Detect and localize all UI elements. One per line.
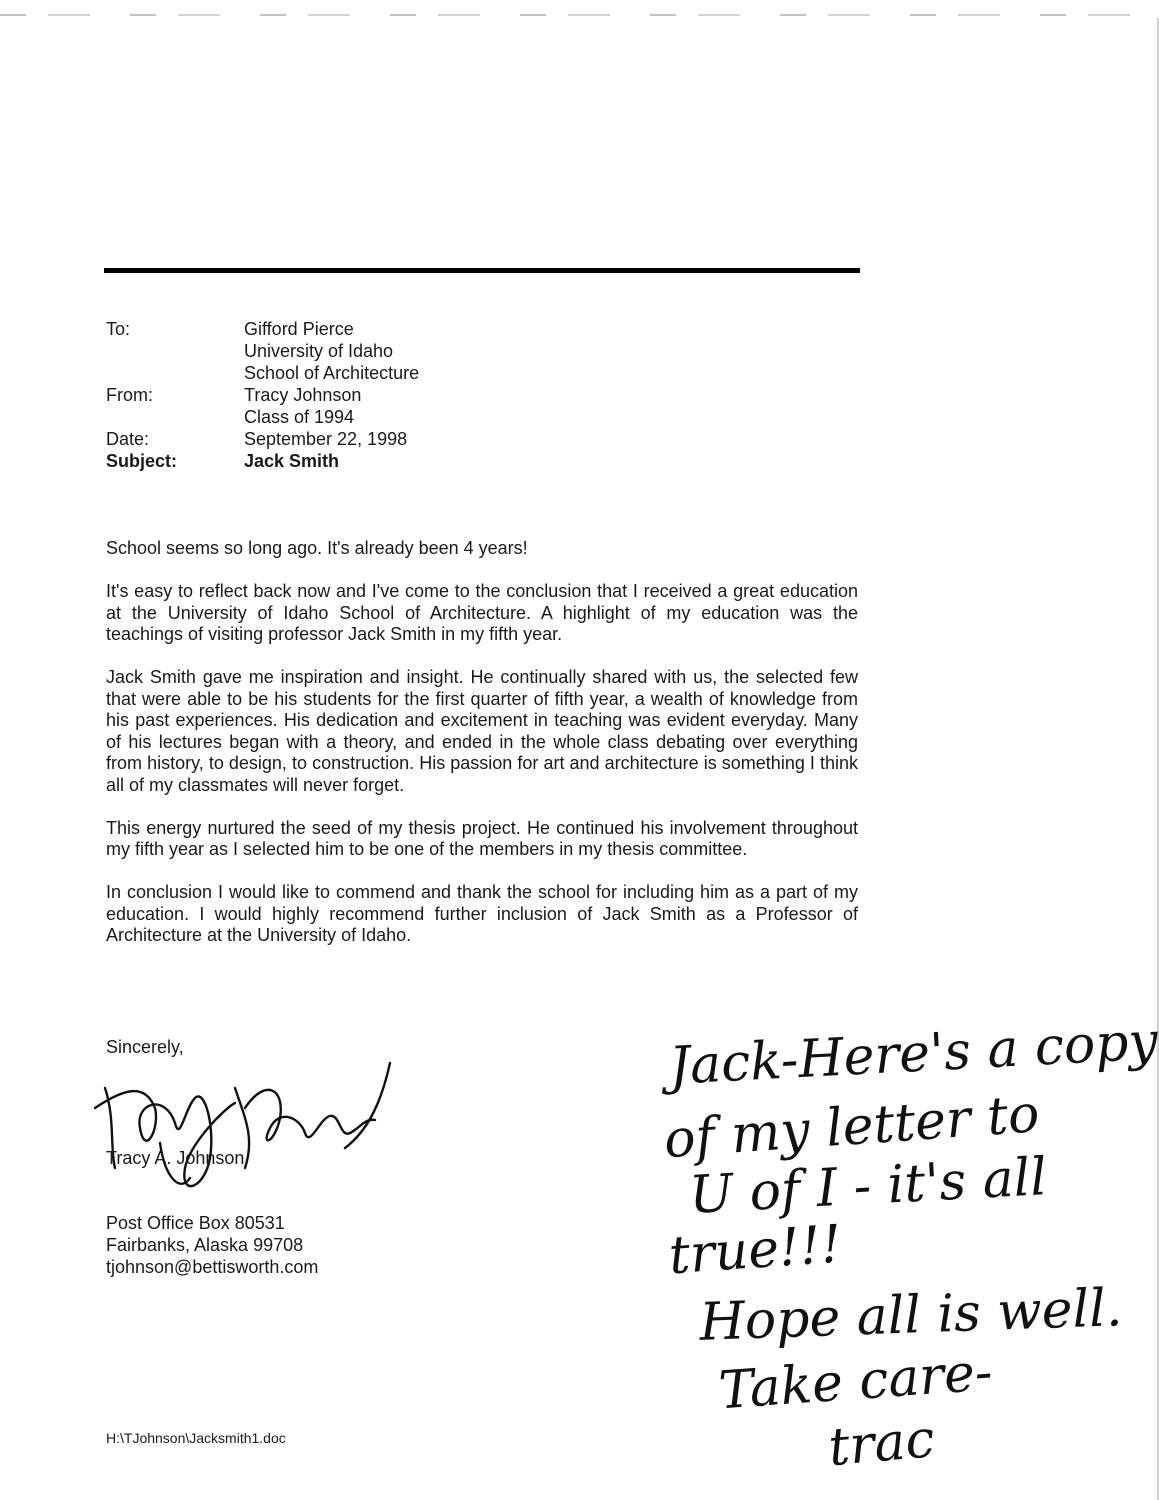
subject-row (106, 450, 606, 472)
letter-body (106, 538, 858, 968)
to-row (106, 318, 606, 384)
to-line: University of Idaho (244, 341, 394, 361)
memo-header (106, 318, 606, 472)
subject-label: Subject: (106, 451, 178, 471)
to-label: To: (106, 319, 131, 339)
address-line: Fairbanks, Alaska 99708 (106, 1235, 304, 1255)
file-path: H:\TJohnson\Jacksmith1.doc (106, 1430, 286, 1446)
scan-artifact-top (0, 14, 1159, 16)
body-paragraph: In conclusion I would like to commend and thank the school for including him as a part of my education. I would highly recommend further inclusion of Jack Smith as a Professor of Architecture at the University of Idaho. (106, 882, 858, 945)
body-paragraph: It's easy to reflect back now and I've come to the conclusion that I received a great education at the University of Idaho School of Architecture. A highlight of my education was the teachings of visiting professor Jack Smith in my fifth year. (106, 581, 858, 644)
to-line: School of Architecture (244, 363, 420, 383)
signer-name: Tracy A. Johnson (106, 1148, 245, 1168)
date-value: September 22, 1998 (244, 429, 408, 449)
body-paragraph: This energy nurtured the seed of my thesis project. He continued his involvement throughout my fifth year as I selected him to be one of the members in my thesis committee. (106, 817, 858, 859)
note-line: Hope all is well. (698, 1278, 1124, 1353)
note-line: Take care- (717, 1342, 995, 1422)
note-line: U of I - it's all (687, 1147, 1049, 1226)
body-paragraph: School seems so long ago. It's already been 4 years! (106, 538, 528, 558)
from-line: Class of 1994 (244, 407, 355, 427)
to-value (244, 318, 606, 384)
from-label: From: (106, 385, 153, 405)
sender-address (106, 1212, 318, 1278)
date-row (106, 428, 606, 450)
signature-drawing (85, 1048, 405, 1198)
header-rule (104, 268, 860, 273)
address-line: Post Office Box 80531 (106, 1213, 285, 1233)
note-line: true!!! (667, 1214, 844, 1287)
handwritten-note (640, 1010, 1159, 1490)
note-line: Jack-Here's a copy (667, 1011, 1159, 1097)
handwritten-note-drawing (640, 1010, 1159, 1490)
subject-value: Jack Smith (244, 451, 340, 471)
closing-sincerely: Sincerely, (106, 1037, 184, 1057)
from-row (106, 384, 606, 428)
note-line: trac (826, 1409, 937, 1479)
from-value (244, 384, 606, 428)
note-line: of my letter to (662, 1084, 1042, 1171)
body-paragraph: Jack Smith gave me inspiration and insight. He continually shared with us, the selected few that were able to be his students for the first quarter of fifth year, a wealth of knowledge from his past experiences. His dedication and excitement in teaching was evident everyday. Many of his lectures began with a theory, and ended in the whole class debating over everything from history, to design, to construction. His passion for art and architecture is something I think all of my classmates will never forget. (106, 667, 858, 795)
signature (85, 1048, 405, 1198)
from-line: Tracy Johnson (244, 385, 362, 405)
to-line: Gifford Pierce (244, 319, 354, 339)
email-address: tjohnson@bettisworth.com (106, 1257, 319, 1277)
date-label: Date: (106, 429, 150, 449)
